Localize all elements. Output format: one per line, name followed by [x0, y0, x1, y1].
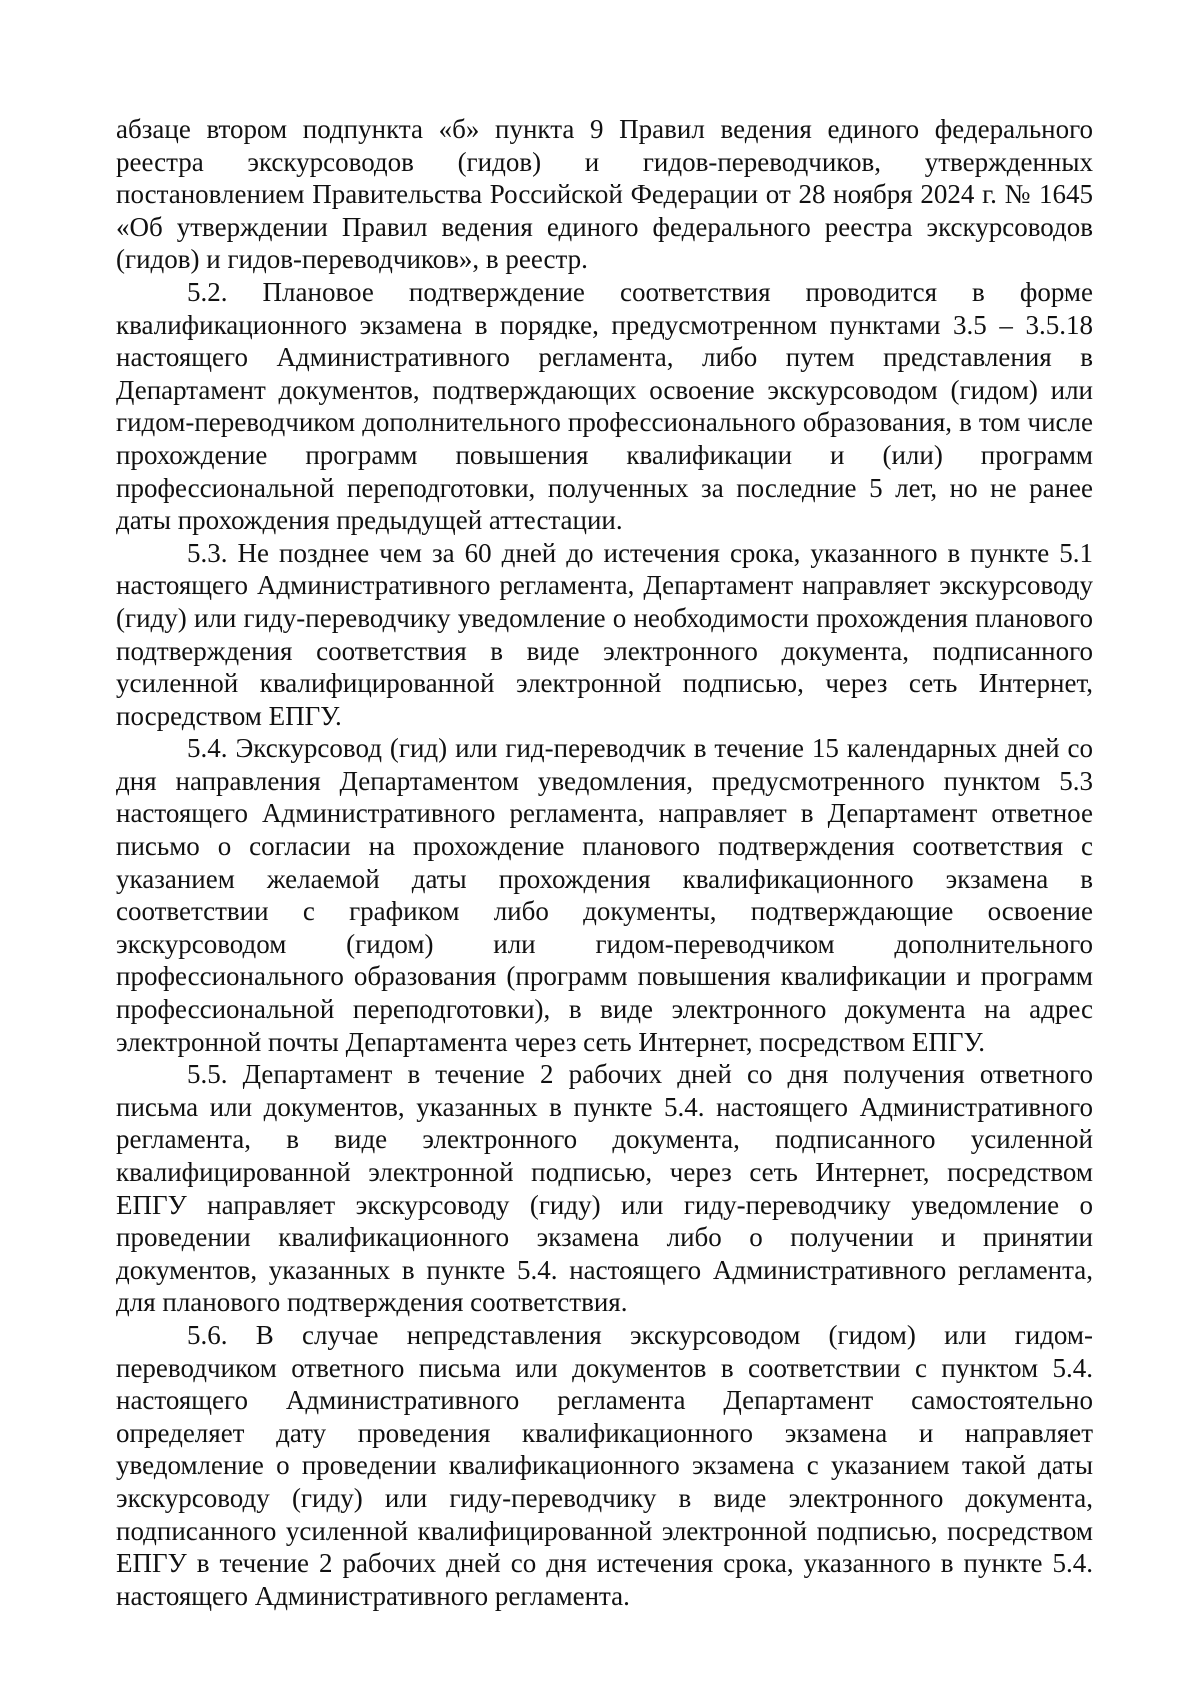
paragraph-5-4: 5.4. Экскурсовод (гид) или гид-переводчик в течение 15 календарных дней со дня направления Департаментом уведомления, предусмотренного пунктом 5.3 настоящего Административного регламента, направляет в Департамент ответное письмо о согласии на прохождение планового подтверждения соответствия с указанием желаемой даты прохождения квалификационного экзамена в соответствии с графиком либо документы, подтверждающие освоение экскурсоводом (гидом) или гидом-переводчиком дополнительного профессионального образования (программ повышения квалификации и программ профессиональной переподготовки), в виде электронного документа на адрес электронной почты Департамента через сеть Интернет, посредством ЕПГУ.: [116, 733, 1093, 1057]
paragraph-continuation: абзаце втором подпункта «б» пункта 9 Правил ведения единого федерального реестра экскурсоводов (гидов) и гидов-переводчиков, утвержденных постановлением Правительства Российской Федерации от 28 ноября 2024 г. № 1645 «Об утверждении Правил ведения единого федерального реестра экскурсоводов (гидов) и гидов-переводчиков», в реестр.: [116, 114, 1093, 275]
paragraph-5-2: 5.2. Плановое подтверждение соответствия проводится в форме квалификационного экзамена в порядке, предусмотренном пунктами 3.5 – 3.5.18 настоящего Административного регламента, либо путем представления в Департамент документов, подтверждающих освоение экскурсоводом (гидом) или гидом-переводчиком дополнительного профессионального образования, в том числе прохождение программ повышения квалификации и (или) программ профессиональной переподготовки, полученных за последние 5 лет, но не ранее даты прохождения предыдущей аттестации.: [116, 276, 1093, 536]
paragraph-5-6: 5.6. В случае непредставления экскурсоводом (гидом) или гидом-переводчиком ответного письма или документов в соответствии с пунктом 5.4. настоящего Административного регламента Департамент самостоятельно определяет дату проведения квалификационного экзамена и направляет уведомление о проведении квалификационного экзамена с указанием такой даты экскурсоводу (гиду) или гиду-переводчику в виде электронного документа, подписанного усиленной квалифицированной электронной подписью, посредством ЕПГУ в течение 2 рабочих дней со дня истечения срока, указанного в пункте 5.4. настоящего Административного регламента.: [116, 1319, 1093, 1611]
paragraph-5-5: 5.5. Департамент в течение 2 рабочих дней со дня получения ответного письма или документов, указанных в пункте 5.4. настоящего Административного регламента, в виде электронного документа, подписанного усиленной квалифицированной электронной подписью, через сеть Интернет, посредством ЕПГУ направляет экскурсоводу (гиду) или гиду-переводчику уведомление о проведении квалификационного экзамена либо о получении и принятии документов, указанных в пункте 5.4. настоящего Административного регламента, для планового подтверждения соответствия.: [116, 1059, 1093, 1318]
paragraph-5-3: 5.3. Не позднее чем за 60 дней до истечения срока, указанного в пункте 5.1 настоящего Административного регламента, Департамент направляет экскурсоводу (гиду) или гиду-переводчику уведомление о необходимости прохождения планового подтверждения соответствия в виде электронного документа, подписанного усиленной квалифицированной электронной подписью, через сеть Интернет, посредством ЕПГУ.: [116, 537, 1093, 731]
document-page: [116, 113, 1093, 1612]
